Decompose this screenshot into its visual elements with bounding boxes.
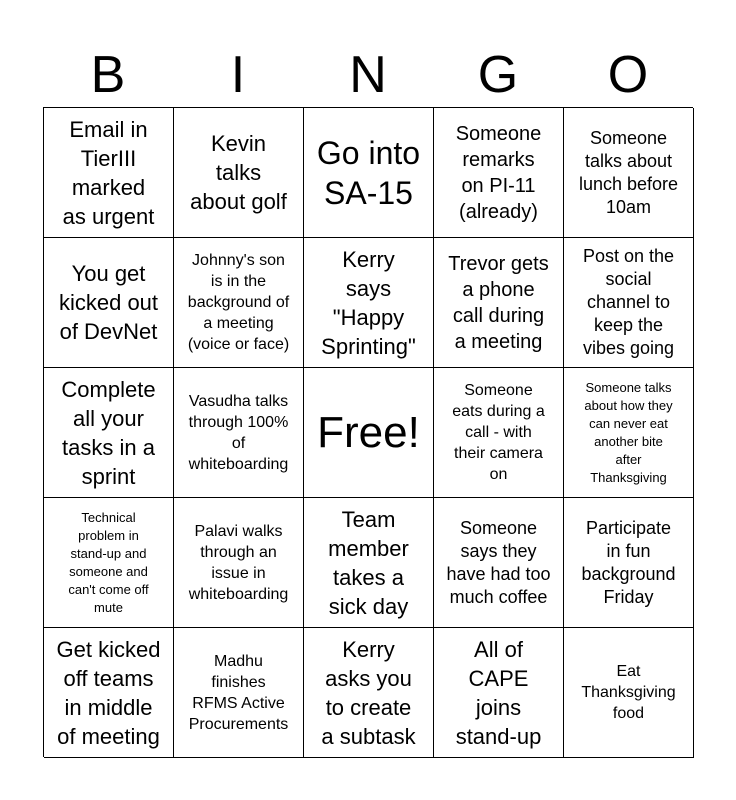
cell-text: Participate in fun background Friday	[581, 517, 676, 607]
free-space-cell[interactable]	[304, 368, 434, 498]
header-letter-n: N	[349, 46, 387, 104]
cell-text: Someone talks about lunch before 10am	[578, 127, 679, 217]
cell-text: Complete all your tasks in a sprint	[61, 376, 156, 489]
bingo-cell[interactable]	[564, 498, 694, 628]
bingo-cell[interactable]	[564, 108, 694, 238]
cell-text: All of CAPE joins stand-up	[455, 636, 542, 749]
bingo-cell[interactable]	[564, 238, 694, 368]
cell-text: Team member takes a sick day	[328, 506, 409, 619]
cell-text: Technical problem in stand-up and someone and can't come off mute	[68, 509, 149, 615]
bingo-cell[interactable]	[304, 628, 434, 758]
cell-text: You get kicked out of DevNet	[58, 261, 159, 344]
bingo-cell[interactable]	[44, 238, 174, 368]
cell-text: Johnny's son is in the background of a meeting (voice or face)	[187, 252, 290, 353]
bingo-cell[interactable]	[434, 108, 564, 238]
cell-text: Someone eats during a call - with their camera on	[452, 382, 545, 483]
bingo-cell[interactable]	[44, 628, 174, 758]
cell-text: Someone remarks on PI-11 (already)	[455, 122, 542, 223]
cell-text: Palavi walks through an issue in whiteboarding	[188, 522, 289, 603]
bingo-cell[interactable]	[434, 498, 564, 628]
bingo-cell[interactable]	[44, 108, 174, 238]
bingo-cell[interactable]	[174, 108, 304, 238]
cell-text: Kerry says "Happy Sprinting"	[321, 246, 416, 359]
bingo-cell[interactable]	[304, 108, 434, 238]
bingo-header	[43, 44, 693, 106]
bingo-cell[interactable]	[44, 498, 174, 628]
cell-text: Trevor gets a phone call during a meeting	[448, 252, 549, 353]
cell-text: Vasudha talks through 100% of whiteboarding	[188, 392, 289, 473]
bingo-cell[interactable]	[564, 628, 694, 758]
bingo-cell[interactable]	[174, 628, 304, 758]
bingo-cell[interactable]	[434, 628, 564, 758]
cell-text: Someone talks about how they can never eat another bite after Thanksgiving	[584, 379, 673, 485]
cell-text: Madhu finishes RFMS Active Procurements	[188, 652, 289, 733]
cell-text: Post on the social channel to keep the vibes going	[582, 246, 675, 358]
bingo-cell[interactable]	[564, 368, 694, 498]
cell-text: Go into SA-15	[316, 134, 421, 211]
bingo-cell[interactable]	[304, 498, 434, 628]
header-letter-g: G	[477, 46, 519, 104]
bingo-cell[interactable]	[304, 238, 434, 368]
cell-text: Get kicked off teams in middle of meeting	[56, 636, 161, 749]
bingo-cell[interactable]	[174, 368, 304, 498]
cell-text: Kevin talks about golf	[190, 131, 287, 214]
bingo-cell[interactable]	[174, 238, 304, 368]
cell-text: Eat Thanksgiving food	[581, 663, 676, 722]
bingo-cell[interactable]	[434, 368, 564, 498]
bingo-cell[interactable]	[434, 238, 564, 368]
header-letter-b: B	[90, 46, 126, 104]
bingo-card	[43, 107, 693, 757]
header-letter-i: I	[230, 46, 246, 104]
header-letter-o: O	[607, 46, 649, 104]
bingo-cell[interactable]	[174, 498, 304, 628]
bingo-cell[interactable]	[44, 368, 174, 498]
cell-text: Email in TierIII marked as urgent	[62, 116, 155, 229]
free-space-text: Free!	[317, 407, 420, 457]
cell-text: Someone says they have had too much coffee	[446, 517, 551, 607]
cell-text: Kerry asks you to create a subtask	[321, 636, 416, 749]
